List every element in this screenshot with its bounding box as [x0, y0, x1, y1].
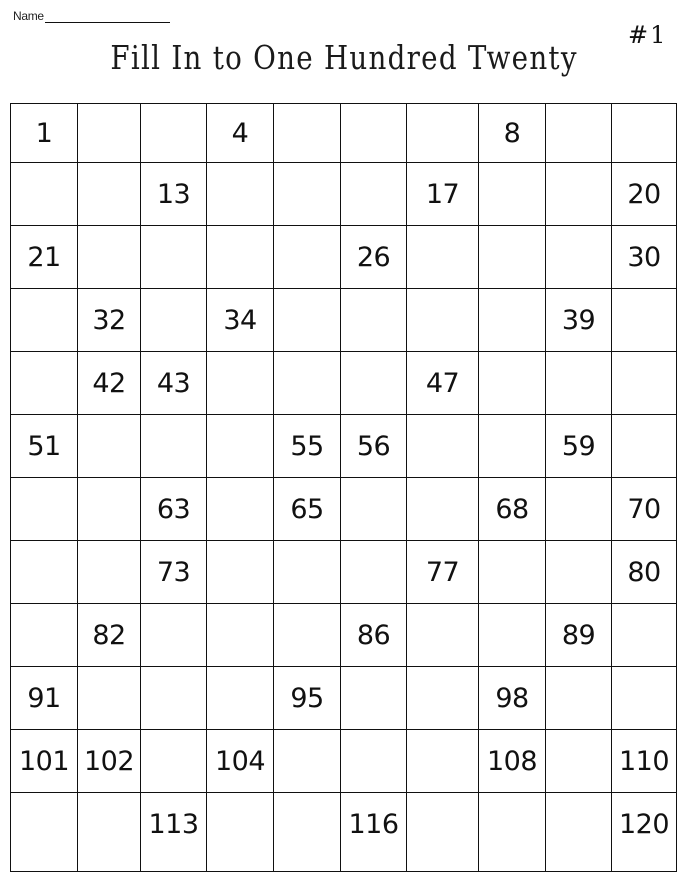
grid-cell-blank[interactable]	[612, 104, 677, 163]
grid-cell-blank[interactable]	[546, 104, 612, 163]
grid-cell-blank[interactable]	[78, 226, 141, 289]
grid-cell-blank[interactable]	[407, 667, 479, 730]
grid-cell-blank[interactable]	[207, 226, 274, 289]
grid-cell-given: 39	[546, 289, 612, 352]
grid-cell-given: 91	[11, 667, 78, 730]
grid-row	[11, 352, 677, 415]
grid-cell-blank[interactable]	[546, 793, 612, 872]
grid-cell-given: 1	[11, 104, 78, 163]
grid-cell-blank[interactable]	[479, 793, 546, 872]
grid-cell-blank[interactable]	[612, 415, 677, 478]
grid-cell-blank[interactable]	[479, 415, 546, 478]
grid-cell-given: 63	[141, 478, 207, 541]
grid-cell-blank[interactable]	[479, 226, 546, 289]
grid-cell-given: 56	[341, 415, 407, 478]
grid-cell-given: 30	[612, 226, 677, 289]
grid-cell-given: 26	[341, 226, 407, 289]
grid-cell-blank[interactable]	[78, 163, 141, 226]
grid-cell-blank[interactable]	[407, 604, 479, 667]
grid-cell-blank[interactable]	[274, 541, 341, 604]
grid-cell-blank[interactable]	[407, 289, 479, 352]
grid-cell-given: 47	[407, 352, 479, 415]
grid-cell-blank[interactable]	[11, 163, 78, 226]
grid-cell-blank[interactable]	[141, 604, 207, 667]
grid-row	[11, 163, 677, 226]
grid-cell-blank[interactable]	[274, 352, 341, 415]
grid-cell-blank[interactable]	[407, 478, 479, 541]
grid-cell-given: 98	[479, 667, 546, 730]
grid-cell-blank[interactable]	[274, 793, 341, 872]
grid-cell-blank[interactable]	[207, 163, 274, 226]
grid-cell-blank[interactable]	[407, 104, 479, 163]
grid-cell-blank[interactable]	[11, 289, 78, 352]
grid-cell-given: 43	[141, 352, 207, 415]
grid-cell-blank[interactable]	[274, 163, 341, 226]
grid-cell-blank[interactable]	[207, 415, 274, 478]
grid-cell-blank[interactable]	[479, 604, 546, 667]
grid-cell-blank[interactable]	[78, 478, 141, 541]
grid-cell-given: 77	[407, 541, 479, 604]
grid-cell-given: 113	[141, 793, 207, 872]
grid-cell-blank[interactable]	[546, 730, 612, 793]
grid-cell-blank[interactable]	[341, 541, 407, 604]
grid-cell-given: 95	[274, 667, 341, 730]
grid-cell-blank[interactable]	[341, 352, 407, 415]
grid-cell-blank[interactable]	[546, 541, 612, 604]
grid-cell-blank[interactable]	[141, 730, 207, 793]
grid-cell-given: 116	[341, 793, 407, 872]
grid-cell-blank[interactable]	[407, 415, 479, 478]
grid-cell-given: 86	[341, 604, 407, 667]
grid-cell-blank[interactable]	[207, 352, 274, 415]
grid-row	[11, 415, 677, 478]
grid-cell-blank[interactable]	[407, 730, 479, 793]
grid-cell-blank[interactable]	[11, 478, 78, 541]
grid-cell-blank[interactable]	[546, 667, 612, 730]
grid-cell-given: 51	[11, 415, 78, 478]
grid-cell-blank[interactable]	[407, 226, 479, 289]
grid-cell-blank[interactable]	[479, 163, 546, 226]
grid-cell-blank[interactable]	[274, 226, 341, 289]
grid-cell-blank[interactable]	[141, 289, 207, 352]
grid-cell-blank[interactable]	[546, 163, 612, 226]
grid-cell-given: 13	[141, 163, 207, 226]
grid-row	[11, 604, 677, 667]
grid-row	[11, 104, 677, 163]
grid-cell-given: 4	[207, 104, 274, 163]
grid-cell-blank[interactable]	[341, 730, 407, 793]
grid-cell-given: 21	[11, 226, 78, 289]
grid-cell-given: 80	[612, 541, 677, 604]
grid-cell-blank[interactable]	[612, 352, 677, 415]
grid-cell-blank[interactable]	[207, 793, 274, 872]
grid-cell-blank[interactable]	[11, 352, 78, 415]
grid-cell-given: 65	[274, 478, 341, 541]
grid-cell-blank[interactable]	[11, 793, 78, 872]
grid-cell-blank[interactable]	[274, 604, 341, 667]
grid-cell-blank[interactable]	[612, 667, 677, 730]
grid-cell-blank[interactable]	[78, 541, 141, 604]
grid-cell-blank[interactable]	[274, 104, 341, 163]
grid-cell-blank[interactable]	[274, 289, 341, 352]
grid-cell-blank[interactable]	[546, 352, 612, 415]
grid-row	[11, 730, 677, 793]
grid-cell-blank[interactable]	[341, 289, 407, 352]
grid-cell-given: 55	[274, 415, 341, 478]
grid-cell-given: 34	[207, 289, 274, 352]
grid-cell-blank[interactable]	[141, 667, 207, 730]
name-label: Name	[13, 9, 44, 23]
name-blank-line[interactable]	[45, 9, 170, 23]
grid-cell-given: 82	[78, 604, 141, 667]
grid-cell-given: 70	[612, 478, 677, 541]
grid-cell-blank[interactable]	[11, 541, 78, 604]
name-field[interactable]	[13, 9, 170, 23]
grid-row	[11, 541, 677, 604]
grid-cell-blank[interactable]	[546, 478, 612, 541]
grid-row	[11, 793, 677, 872]
grid-cell-blank[interactable]	[612, 289, 677, 352]
grid-cell-blank[interactable]	[341, 478, 407, 541]
grid-cell-blank[interactable]	[479, 541, 546, 604]
grid-cell-blank[interactable]	[207, 667, 274, 730]
grid-cell-blank[interactable]	[341, 667, 407, 730]
grid-cell-blank[interactable]	[274, 730, 341, 793]
grid-row	[11, 226, 677, 289]
grid-cell-given: 108	[479, 730, 546, 793]
grid-cell-blank[interactable]	[78, 667, 141, 730]
grid-row	[11, 289, 677, 352]
grid-cell-given: 104	[207, 730, 274, 793]
grid-cell-blank[interactable]	[612, 604, 677, 667]
grid-cell-given: 101	[11, 730, 78, 793]
grid-cell-blank[interactable]	[141, 104, 207, 163]
grid-cell-blank[interactable]	[479, 289, 546, 352]
grid-cell-blank[interactable]	[78, 793, 141, 872]
grid-cell-blank[interactable]	[207, 604, 274, 667]
grid-cell-given: 20	[612, 163, 677, 226]
grid-cell-blank[interactable]	[546, 226, 612, 289]
grid-cell-given: 120	[612, 793, 677, 872]
grid-cell-blank[interactable]	[78, 104, 141, 163]
grid-cell-blank[interactable]	[207, 541, 274, 604]
grid-cell-blank[interactable]	[479, 352, 546, 415]
grid-cell-blank[interactable]	[141, 226, 207, 289]
grid-row	[11, 667, 677, 730]
grid-cell-blank[interactable]	[407, 793, 479, 872]
grid-cell-blank[interactable]	[11, 604, 78, 667]
grid-cell-given: 8	[479, 104, 546, 163]
grid-cell-given: 32	[78, 289, 141, 352]
worksheet-title: Fill In to One Hundred Twenty	[110, 38, 578, 77]
number-grid	[10, 103, 677, 872]
grid-cell-blank[interactable]	[341, 104, 407, 163]
grid-cell-blank[interactable]	[78, 415, 141, 478]
grid-cell-given: 73	[141, 541, 207, 604]
grid-cell-given: 42	[78, 352, 141, 415]
grid-cell-given: 110	[612, 730, 677, 793]
grid-cell-given: 102	[78, 730, 141, 793]
grid-cell-blank[interactable]	[141, 415, 207, 478]
grid-row	[11, 478, 677, 541]
grid-cell-given: 17	[407, 163, 479, 226]
grid-cell-given: 59	[546, 415, 612, 478]
grid-cell-blank[interactable]	[207, 478, 274, 541]
grid-cell-given: 68	[479, 478, 546, 541]
grid-cell-blank[interactable]	[341, 163, 407, 226]
sheet-number: #1	[628, 21, 668, 49]
grid-cell-given: 89	[546, 604, 612, 667]
